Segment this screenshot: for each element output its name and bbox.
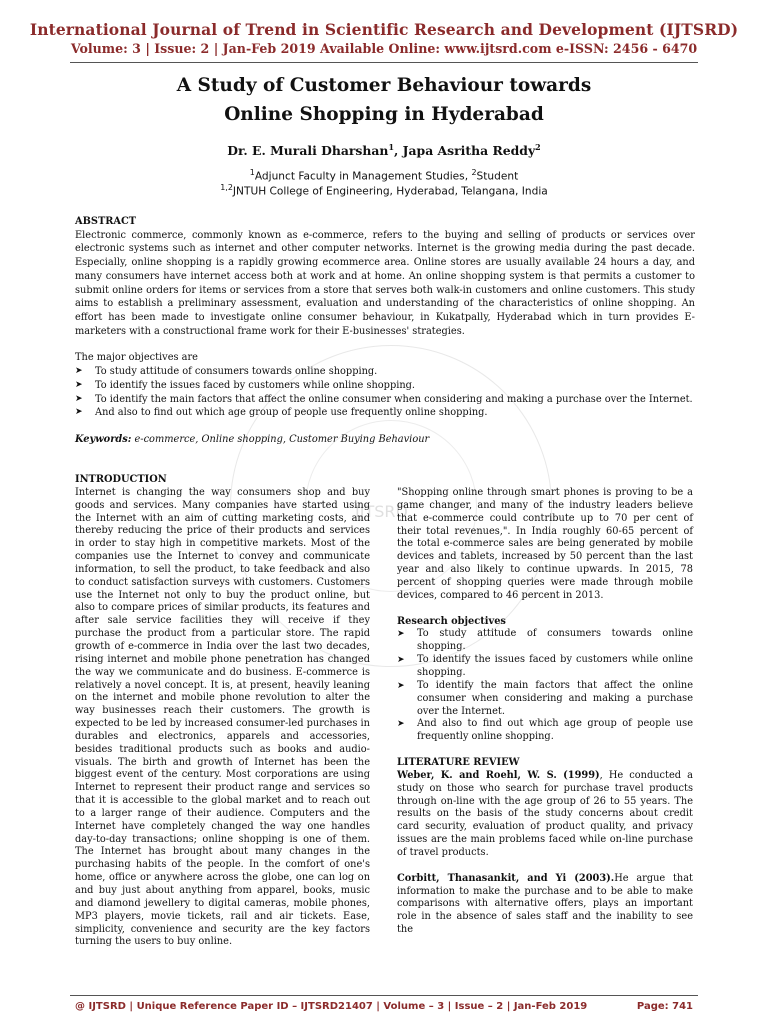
journal-issue-line: Volume: 3 | Issue: 2 | Jan-Feb 2019 Available Online: www.ijtsrd.com e-ISSN: 2456 - 6470: [70, 41, 698, 56]
affil-sup-1: 1: [249, 168, 255, 177]
research-objective-item: ➤ To study attitude of consumers towards online shopping.: [397, 628, 693, 653]
watermark-text: IJTSRD: [355, 502, 408, 521]
paper-title-line1: A Study of Customer Behaviour towards: [176, 75, 592, 96]
objective-item: ➤ And also to find out which age group of people use frequently online shopping.: [75, 407, 488, 419]
literature-item-2: [397, 873, 693, 937]
lit1-body: , He conducted a study on those who search for purchase travel products through on-line with the age group of 26 to 55 years. The results on the basis of the study concerns about credit card security, evaluation of product quality, and privacy issues are the main problems faced while on-line purchase of travel products.: [397, 769, 693, 858]
keywords-text: e-commerce, Online shopping, Customer Buying Behaviour: [131, 434, 430, 446]
research-objective-item: ➤ To identify the main factors that affect the online consumer when considering and making a purchase over the Internet.: [397, 679, 693, 717]
author-2: Japa Asritha Reddy: [402, 143, 536, 159]
objective-item: ➤ To identify the main factors that affect the online consumer when considering and making a purchase over the Internet.: [75, 393, 693, 405]
affil2-text: JNTUH College of Engineering, Hyderabad, Telangana, India: [232, 185, 548, 198]
objectives-list: [75, 365, 695, 420]
journal-title: International Journal of Trend in Scientific Research and Development (IJTSRD): [29, 20, 739, 39]
affiliation-line2: [0, 183, 768, 198]
abstract-body: Electronic commerce, commonly known as e-commerce, refers to the buying and selling of products or services over electronic systems such as internet and other computer networks. Internet is the growing media during the past decade. Especially, online shopping is a rapidly growing ecommerce area. Online stores are usually available 24 hours a day, and many consumers have internet access both at work and at home. An online shopping system is that permits a customer to submit online orders for items or services from a store that serves both walk-in customers and online customers. This study aims to establish a preliminary assessment, evaluation and understanding of the characteristics of online shopping. An effort has been made to investigate online consumer behaviour, in Kukatpally, Hyderabad which in turn provides E-marketers with a constructional frame work for their E-businesses' strategies.: [75, 229, 695, 337]
arrow-bullet-icon: ➤: [75, 393, 83, 404]
arrow-bullet-icon: ➤: [397, 719, 405, 730]
research-objectives-list: [397, 628, 693, 744]
author-1: Dr. E. Murali Dharshan: [227, 143, 389, 159]
affiliation-line1: [0, 168, 768, 183]
research-objective-item: ➤ And also to find out which age group of people use frequently online shopping.: [397, 718, 693, 743]
keywords-label: Keywords:: [75, 434, 132, 446]
objective-item: ➤ To study attitude of consumers towards online shopping.: [75, 366, 378, 378]
footer-reference: @ IJTSRD | Unique Reference Paper ID – IJTSRD21407 | Volume – 3 | Issue – 2 | Jan-Feb 2019: [75, 1001, 588, 1012]
research-objective-item: ➤ To identify the issues faced by customers while online shopping.: [397, 654, 693, 678]
affil-sup-2: 2: [471, 168, 477, 177]
header-rule: [70, 62, 698, 63]
paper-title-line2: Online Shopping in Hyderabad: [224, 104, 544, 125]
authors: [0, 142, 768, 158]
literature-review-heading: LITERATURE REVIEW: [397, 757, 520, 769]
arrow-bullet-icon: ➤: [397, 629, 405, 640]
literature-item-1: [397, 770, 693, 860]
lit2-citation: Corbitt, Thanasankit, and Yi (2003).: [397, 872, 615, 884]
arrow-bullet-icon: ➤: [75, 379, 83, 390]
keywords-line: [75, 433, 695, 447]
author-1-sup: 1: [388, 142, 395, 152]
objective-item: ➤ To identify the issues faced by customers while online shopping.: [75, 379, 416, 391]
introduction-body: Internet is changing the way consumers shop and buy goods and services. Many companies have started using the Internet with an aim of cutting marketing costs, and thereby reducing the price of their products and services in order to stay high in competitive markets. Most of the companies use the Internet to convey and communicate information, to sell the product, to take feedback and also to conduct satisfaction surveys with customers. Customers use the Internet not only to buy the product online, but also to compare prices of similar products, its features and after sale service facilities they will receive if they purchase the product from a particular store. The rapid growth of e-commerce in India over the last two decades, rising internet and mobile phone penetration has changed the way we communicate and do business. E-commerce is relatively a novel concept. It is, at present, heavily leaning on the internet and mobile phone revolution to alter the way businesses reach their customers. The growth is expected to be led by increased consumer-led purchases in durables and electronics, apparels and accessories, besides traditional products such as books and audio-visuals. The birth and growth of Internet has been the biggest event of the century. Most corporations are using Internet to represent their product range and services so that it is accessible to the global market and to reach out to a larger range of their audience. Computers and the Internet have completely changed the way one handles day-to-day transactions; online shopping is one of them. The Internet has brought about many changes in the purchasing habits of the people. In the comfort of one's home, office or anywhere across the globe, one can log on and buy just about anything from apparel, books, music and diamond jewellery to digital cameras, mobile phones, MP3 players, movie tickets, rail and air tickets. Ease, simplicity, convenience and security are the key factors turning the users to buy online.: [75, 486, 370, 948]
author-separator: ,: [394, 143, 403, 159]
author-2-sup: 2: [535, 142, 541, 152]
abstract-heading: ABSTRACT: [75, 216, 137, 227]
arrow-bullet-icon: ➤: [75, 366, 83, 377]
arrow-bullet-icon: ➤: [397, 680, 405, 691]
affil-text-2: Student: [476, 170, 519, 183]
right-column: [397, 487, 693, 937]
affil2-sup: 1,2: [220, 183, 233, 192]
footer-rule: [70, 995, 698, 996]
lit1-citation: Weber, K. and Roehl, W. S. (1999): [397, 769, 600, 781]
affil-text-1: Adjunct Faculty in Management Studies,: [254, 170, 472, 183]
footer-page-number: Page: 741: [636, 1001, 693, 1012]
objectives-intro: The major objectives are: [75, 352, 198, 364]
quote-paragraph: "Shopping online through smart phones is proving to be a game changer, and many of the industry leaders believe that e-commerce could contribute up to 70 per cent of their total revenues,". In India roughly 60-65 percent of the total e-commerce sales are being generated by mobile devices and tablets, increased by 50 percent than the last year and also likely to continue upwards. In 2015, 78 percent of shopping queries were made through mobile devices, compared to 46 percent in 2013.: [397, 487, 693, 601]
arrow-bullet-icon: ➤: [397, 655, 405, 666]
lit2-body: He argue that information to make the purchase and to be able to make comparisons with alternative offers, plays an important role in the absence of sales staff and the inability to see the: [397, 872, 693, 936]
research-objectives-heading: Research objectives: [397, 615, 506, 627]
introduction-heading: INTRODUCTION: [75, 474, 167, 485]
introduction-column: [75, 474, 370, 949]
abstract-section: [75, 215, 695, 447]
arrow-bullet-icon: ➤: [75, 407, 83, 418]
